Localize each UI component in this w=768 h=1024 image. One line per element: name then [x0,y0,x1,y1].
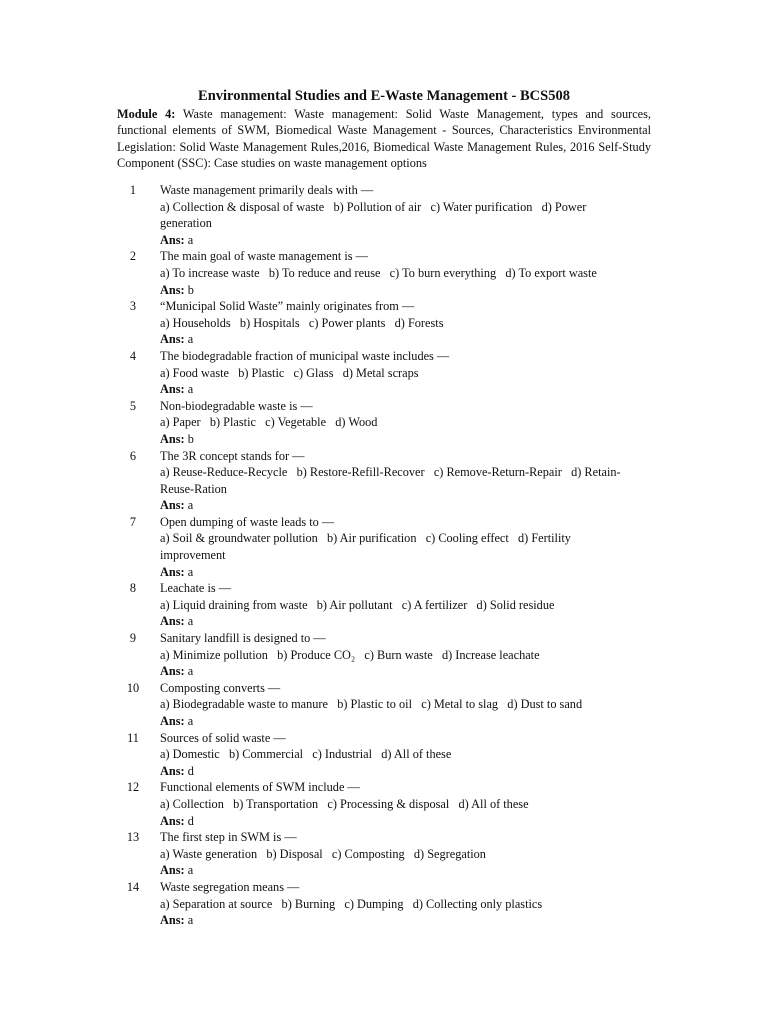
question-answer [160,813,630,830]
question-answer [160,331,630,348]
question-item [0,348,768,398]
question-answer [160,713,630,730]
question-text: Sanitary landfill is designed to — [160,631,326,646]
answer-label: Ans: [160,498,185,513]
answer-value: a [187,232,194,247]
answer-label: Ans: [160,232,185,247]
question-number: 13 [126,830,140,845]
answer-value: a [187,382,194,397]
module-label: Module 4: [117,107,176,121]
question-body [160,730,630,780]
answer-value: a [187,863,194,878]
question-number: 7 [129,514,137,529]
question-options: a) Reuse-Reduce-Recycle b) Restore-Refill-Recover c) Remove-Return-Repair d) Retain-Reuse-Ration [160,465,621,496]
question-text: Waste segregation means — [160,879,300,894]
answer-label: Ans: [160,714,185,728]
question-answer [160,282,630,299]
answer-value: a [187,564,194,579]
question-number: 11 [127,730,139,745]
question-text: Non-biodegradable waste is — [160,398,313,413]
question-number: 14 [126,879,140,894]
module-description [117,106,651,172]
answer-value: a [187,714,194,728]
answer-value: b [187,282,194,297]
question-number: 3 [129,299,137,314]
question-number: 4 [129,348,137,363]
question-number: 6 [129,448,137,463]
question-item [0,448,768,514]
question-number: 8 [129,581,137,596]
question-body [160,779,630,829]
question-list [0,182,768,929]
question-text: Composting converts — [160,680,281,695]
question-answer [160,912,630,929]
answer-label: Ans: [160,763,185,778]
question-answer [160,431,630,448]
question-options: a) Separation at source b) Burning c) Dumping d) Collecting only plastics [160,896,543,911]
answer-value: a [187,614,194,629]
question-text: Leachate is — [160,581,232,596]
question-text: The biodegradable fraction of municipal waste includes — [160,348,450,363]
question-answer [160,613,630,630]
question-options: a) Waste generation b) Disposal c) Composting d) Segregation [160,846,486,861]
question-answer [160,381,630,398]
question-options: a) To increase waste b) To reduce and reuse c) To burn everything d) To export waste [160,265,597,280]
question-number: 12 [126,780,140,795]
question-answer [160,564,630,581]
question-text: “Municipal Solid Waste” mainly originates from — [160,299,415,314]
question-number: 5 [129,398,137,413]
question-body [160,182,630,248]
question-body [160,630,630,680]
question-item [0,779,768,829]
question-text: The first step in SWM is — [160,830,297,845]
answer-label: Ans: [160,332,185,347]
question-number: 9 [129,631,137,646]
question-item [0,580,768,630]
question-body [160,514,630,580]
question-body [160,879,630,929]
answer-label: Ans: [160,664,185,679]
question-body [160,398,630,448]
question-options: a) Domestic b) Commercial c) Industrial d) All of these [160,747,452,762]
question-options: a) Collection & disposal of waste b) Pollution of air c) Water purification d) Power generation [160,199,590,231]
question-text: Waste management primarily deals with — [160,183,374,197]
question-item [0,879,768,929]
question-body [160,348,630,398]
question-options: a) Food waste b) Plastic c) Glass d) Metal scraps [160,365,419,380]
question-text: Sources of solid waste — [160,730,286,745]
question-options: a) Liquid draining from waste b) Air pollutant c) A fertilizer d) Solid residue [160,597,555,612]
question-item [0,182,768,248]
question-answer [160,497,630,514]
answer-label: Ans: [160,913,185,928]
answer-label: Ans: [160,382,185,397]
question-body [160,580,630,630]
question-answer [160,663,630,680]
question-body [160,298,630,348]
question-text: The main goal of waste management is — [160,249,368,264]
answer-value: a [187,913,194,928]
answer-label: Ans: [160,614,185,629]
answer-label: Ans: [160,282,185,297]
answer-value: a [187,498,194,513]
document-title: Environmental Studies and E-Waste Management - BCS508 [198,88,570,104]
question-text: Open dumping of waste leads to — [160,514,335,529]
question-answer [160,862,630,879]
question-body [160,829,630,879]
question-text: Functional elements of SWM include — [160,780,360,795]
question-item [0,680,768,730]
question-item [0,730,768,780]
question-options: a) Collection b) Transportation c) Processing & disposal d) All of these [160,796,529,811]
question-number: 1 [129,183,137,197]
answer-label: Ans: [160,564,185,579]
question-answer [160,763,630,780]
module-text: Waste management: Waste management: Solid Waste Management, types and sources, functional elements of SWM, Biomedical Waste Management - Sources, Characteristics Environmental Legislation: Solid Waste Management Rules,2016, Biomedical Waste Management Rules, 2016 Self-Study Component (SSC): Case studies on waste management options [117,107,651,171]
question-item [0,514,768,580]
question-number: 10 [126,680,140,695]
answer-value: d [187,813,194,828]
answer-label: Ans: [160,431,185,446]
question-item [0,398,768,448]
question-body [160,448,630,514]
question-body [160,680,630,730]
question-body [160,248,630,298]
answer-value: d [187,763,194,778]
question-answer [160,232,630,249]
answer-value: b [187,431,194,446]
answer-value: a [187,332,194,347]
question-item [0,829,768,879]
answer-label: Ans: [160,863,185,878]
answer-value: a [187,664,194,679]
question-options: a) Minimize pollution b) Produce CO₂ c) Burn waste d) Increase leachate [160,647,540,662]
question-number: 2 [129,249,137,264]
question-options: a) Paper b) Plastic c) Vegetable d) Wood [160,415,378,430]
question-options: a) Households b) Hospitals c) Power plants d) Forests [160,315,444,330]
question-item [0,298,768,348]
question-options: a) Biodegradable waste to manure b) Plastic to oil c) Metal to slag d) Dust to sand [160,697,583,712]
question-options: a) Soil & groundwater pollution b) Air purification c) Cooling effect d) Fertility improvement [160,531,575,563]
question-item [0,248,768,298]
question-text: The 3R concept stands for — [160,448,305,463]
question-item [0,630,768,680]
answer-label: Ans: [160,813,185,828]
